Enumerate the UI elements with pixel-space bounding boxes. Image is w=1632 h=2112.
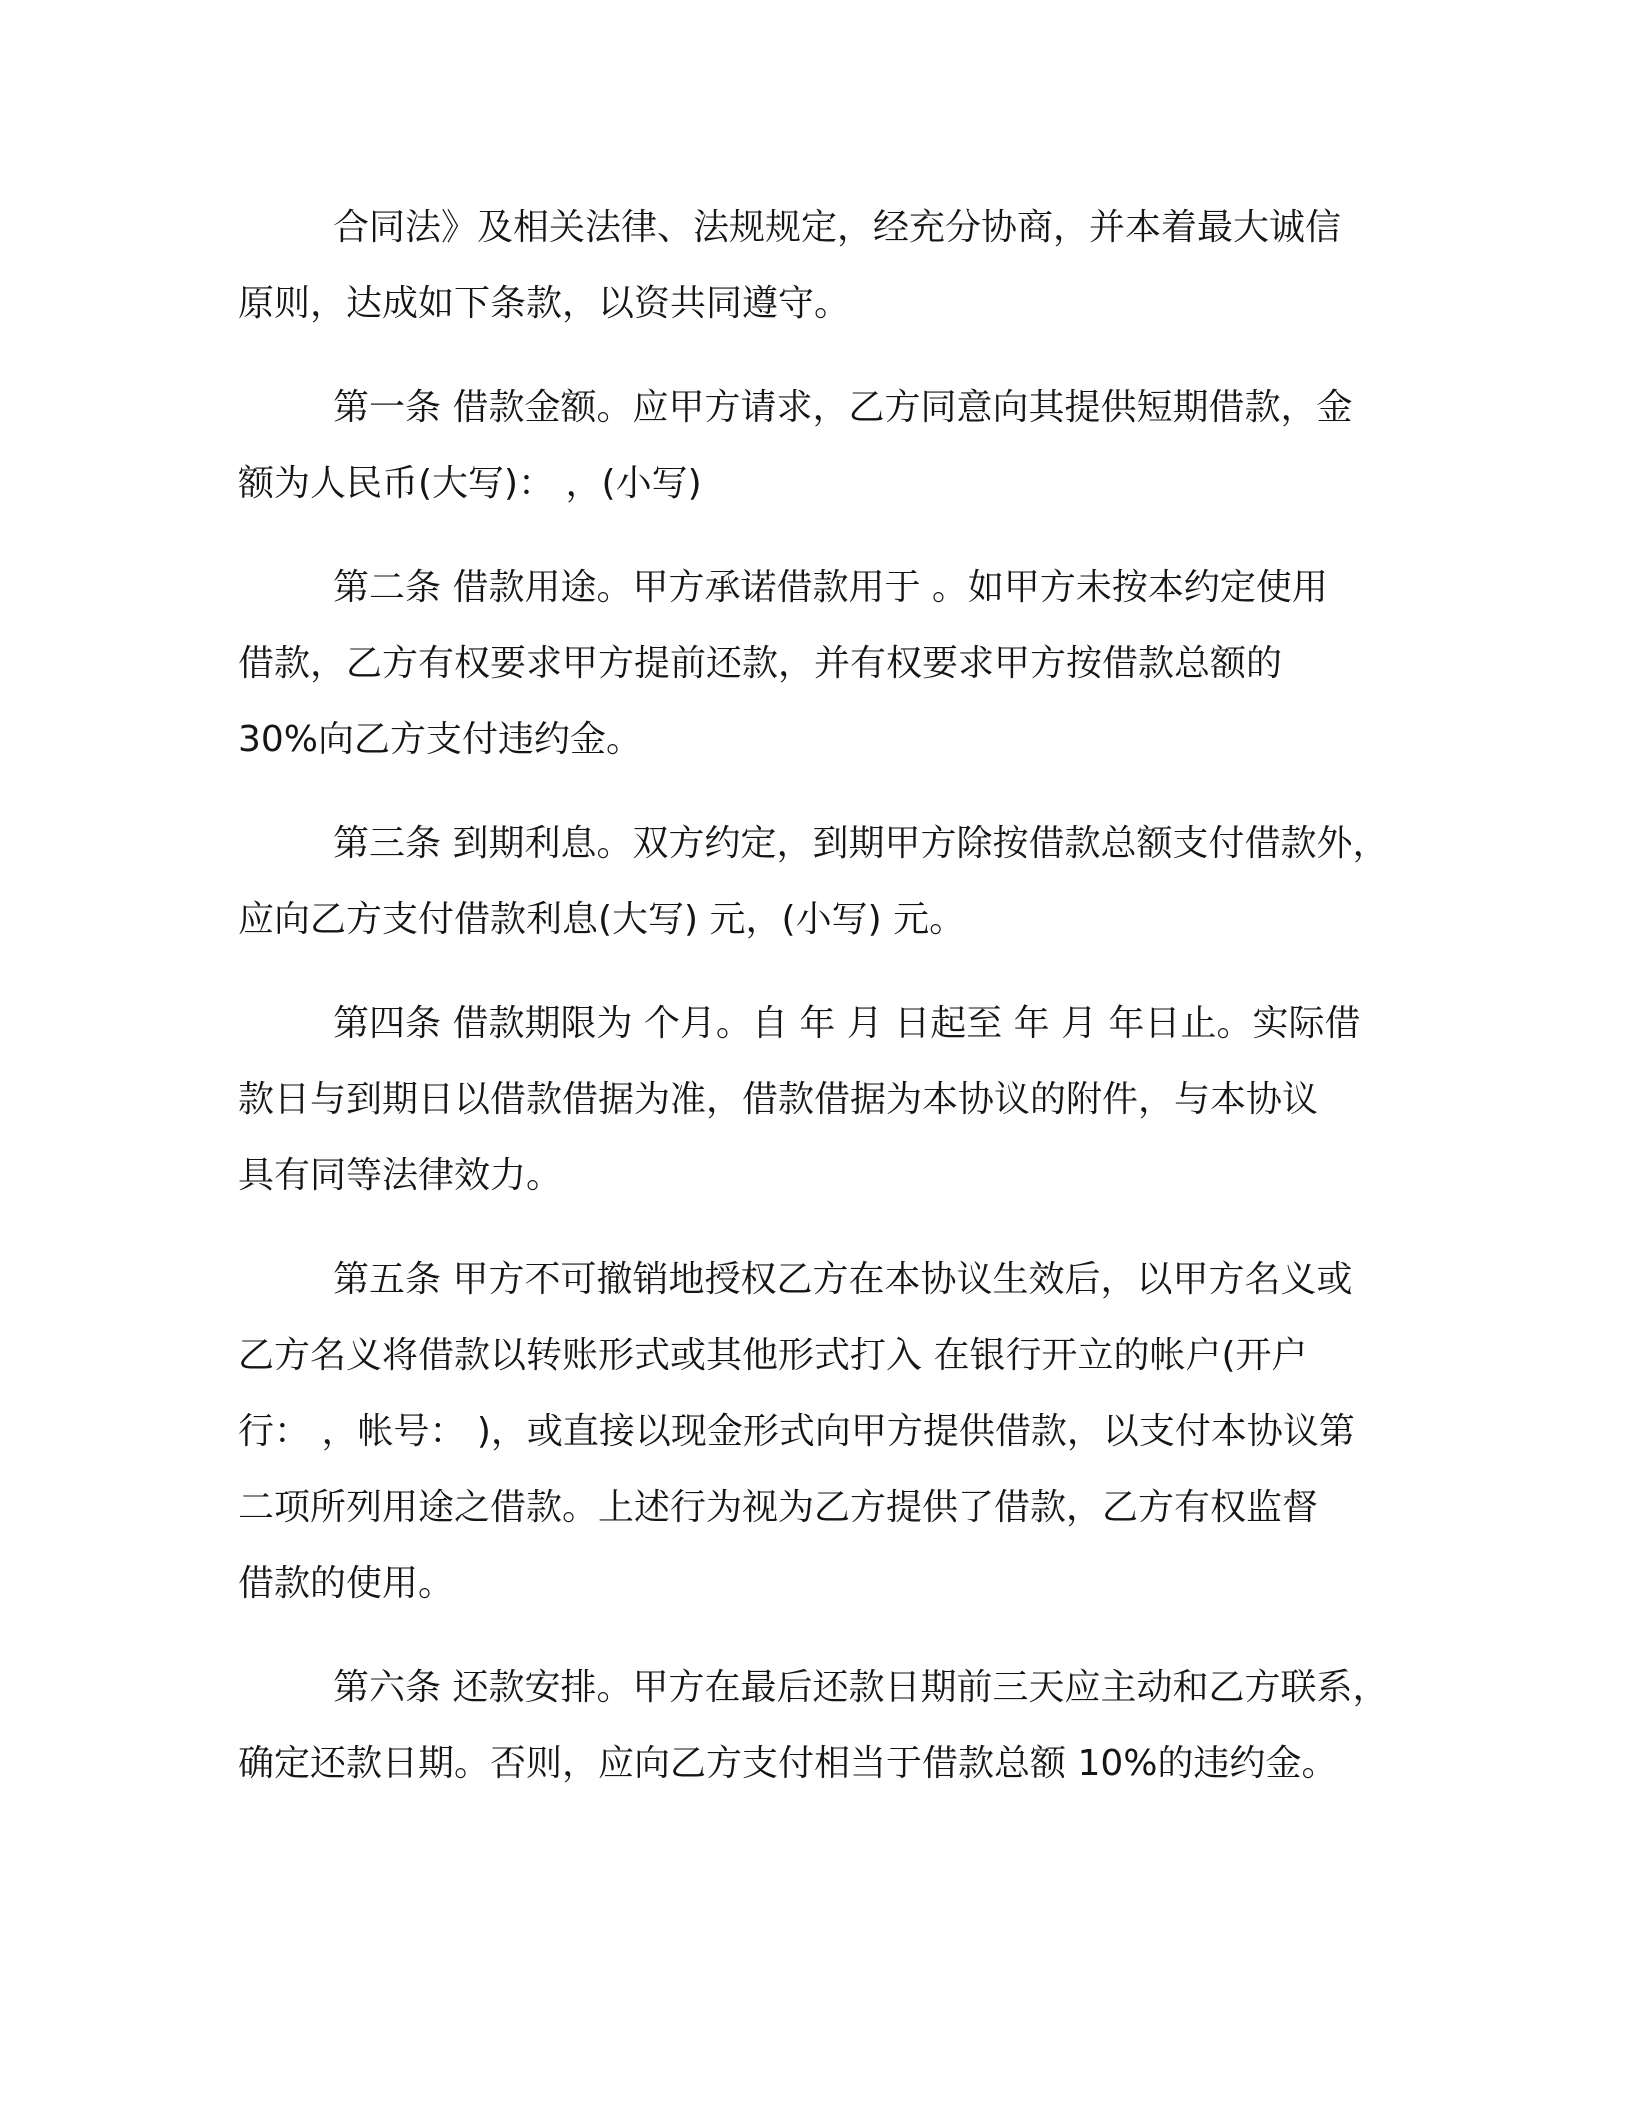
paragraph-article-2 [238,550,1418,778]
paragraph-line: 具有同等法律效力。 [238,1155,563,1196]
paragraph-line: 第五条 甲方不可撤销地授权乙方在本协议生效后，以甲方名义或 [333,1259,1353,1300]
paragraph-article-4 [238,986,1418,1214]
paragraph-article-6 [238,1650,1418,1802]
paragraph-line: 二项所列用途之借款。上述行为视为乙方提供了借款，乙方有权监督 [238,1487,1319,1528]
paragraph-line: 第六条 还款安排。甲方在最后还款日期前三天应主动和乙方联系， [333,1667,1389,1708]
paragraph-line: 行： ，帐号： )，或直接以现金形式向甲方提供借款，以支付本协议第 [238,1411,1355,1452]
paragraph-article-5 [238,1242,1418,1622]
paragraph-line: 第一条 借款金额。应甲方请求，乙方同意向其提供短期借款，金 [333,387,1353,428]
document-body [238,190,1418,1830]
paragraph-line: 借款，乙方有权要求甲方提前还款，并有权要求甲方按借款总额的 [238,643,1283,684]
paragraph-line: 第三条 到期利息。双方约定，到期甲方除按借款总额支付借款外， [333,823,1389,864]
paragraph-line: 第二条 借款用途。甲方承诺借款用于 。如甲方未按本约定使用 [333,567,1328,608]
paragraph-line: 30%向乙方支付违约金。 [238,719,643,760]
paragraph-line: 乙方名义将借款以转账形式或其他形式打入 在银行开立的帐户(开户 [238,1335,1308,1376]
paragraph-article-3 [238,806,1418,958]
paragraph-line: 原则，达成如下条款，以资共同遵守。 [238,283,851,324]
paragraph-line: 借款的使用。 [238,1563,455,1604]
paragraph-line: 合同法》及相关法律、法规规定，经充分协商，并本着最大诚信 [333,207,1342,248]
paragraph-line: 确定还款日期。否则，应向乙方支付相当于借款总额 10%的违约金。 [238,1743,1338,1784]
paragraph-article-1 [238,370,1418,522]
paragraph-line: 额为人民币(大写)： ，(小写) [238,463,702,504]
paragraph-line: 款日与到期日以借款借据为准，借款借据为本协议的附件，与本协议 [238,1079,1319,1120]
paragraph-preamble [238,190,1418,342]
paragraph-line: 第四条 借款期限为 个月。自 年 月 日起至 年 月 年日止。实际借 [333,1003,1361,1044]
paragraph-line: 应向乙方支付借款利息(大写) 元，(小写) 元。 [238,899,966,940]
